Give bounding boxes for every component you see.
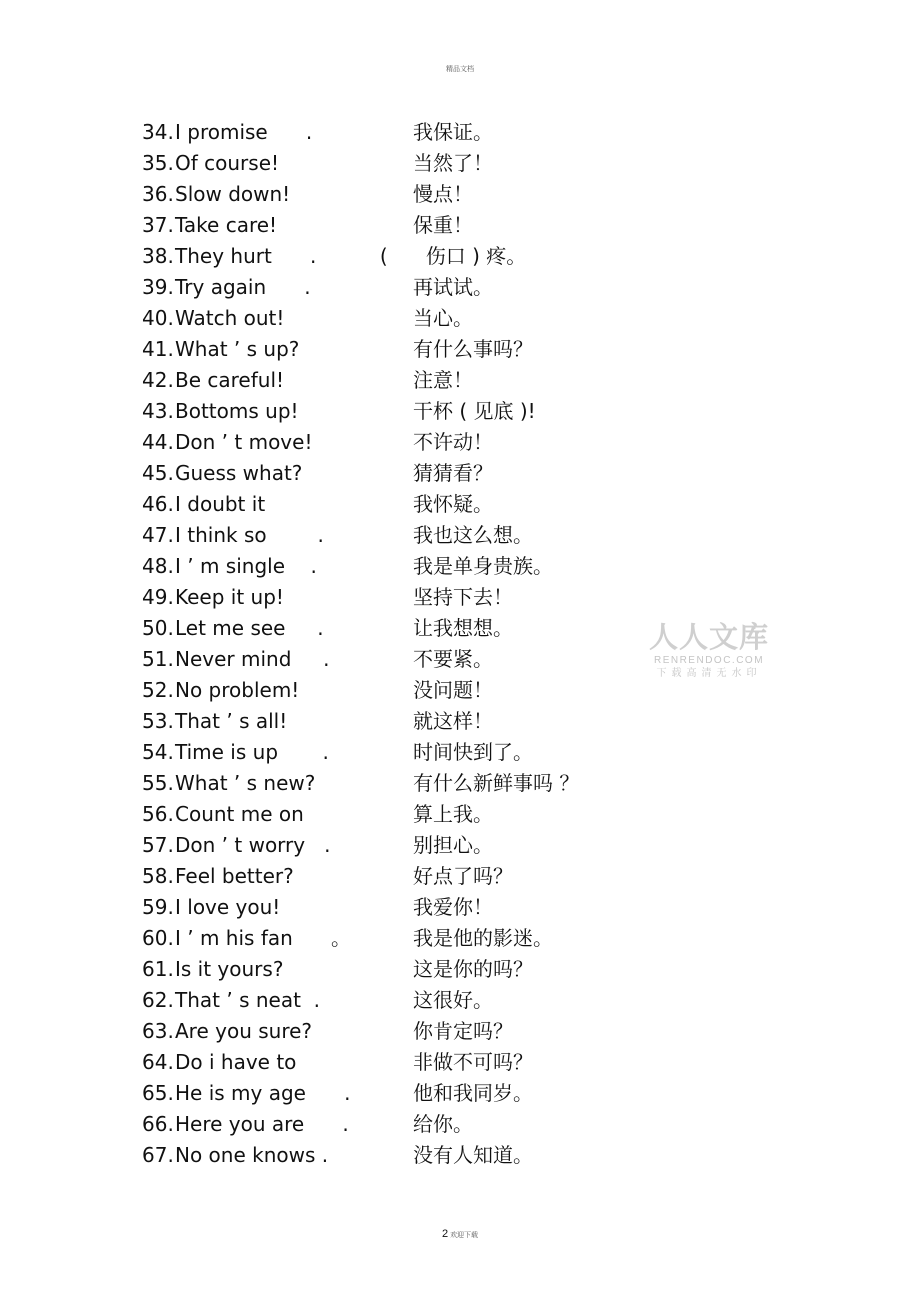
phrase-chinese: 就这样！ bbox=[413, 709, 493, 733]
phrase-english: Watch out! bbox=[175, 306, 285, 330]
phrase-english: I love you! bbox=[175, 895, 281, 919]
phrase-chinese: 当心。 bbox=[413, 306, 473, 330]
phrase-number: 38. bbox=[142, 244, 174, 268]
phrase-row bbox=[0, 861, 920, 892]
phrase-chinese: 让我想想。 bbox=[413, 616, 513, 640]
phrase-english: No problem! bbox=[175, 678, 300, 702]
watermark-logo: 人人文库 bbox=[648, 620, 769, 654]
phrase-english: Of course! bbox=[175, 151, 280, 175]
phrase-row bbox=[0, 985, 920, 1016]
phrase-number: 48. bbox=[142, 554, 174, 578]
phrase-chinese: 这很好。 bbox=[413, 988, 493, 1012]
phrase-english: That ’ s all! bbox=[175, 709, 288, 733]
phrase-row bbox=[0, 396, 920, 427]
phrase-number: 44. bbox=[142, 430, 174, 454]
phrase-english: What ’ s up? bbox=[175, 337, 300, 361]
phrase-row bbox=[0, 148, 920, 179]
phrase-english: I doubt it bbox=[175, 492, 266, 516]
phrase-chinese: 你肯定吗？ bbox=[413, 1019, 513, 1043]
phrase-chinese: 他和我同岁。 bbox=[413, 1081, 533, 1105]
phrase-chinese: 好点了吗？ bbox=[413, 864, 513, 888]
phrase-english: Are you sure? bbox=[175, 1019, 313, 1043]
phrase-english: Be careful! bbox=[175, 368, 285, 392]
phrase-chinese: 我是单身贵族。 bbox=[413, 554, 553, 578]
phrase-chinese: 没有人知道。 bbox=[413, 1143, 533, 1167]
phrase-number: 66. bbox=[142, 1112, 174, 1136]
phrase-chinese: 伤口 ) 疼。 bbox=[413, 244, 527, 268]
phrase-row bbox=[0, 923, 920, 954]
phrase-english: Here you are . bbox=[175, 1112, 349, 1136]
phrase-row bbox=[0, 1109, 920, 1140]
phrase-number: 61. bbox=[142, 957, 174, 981]
phrase-number: 45. bbox=[142, 461, 174, 485]
phrase-number: 63. bbox=[142, 1019, 174, 1043]
phrase-row bbox=[0, 799, 920, 830]
phrase-english: Never mind . bbox=[175, 647, 330, 671]
phrase-english: I promise . bbox=[175, 120, 313, 144]
phrase-number: 58. bbox=[142, 864, 174, 888]
header-mark: 精品文档 bbox=[446, 65, 474, 73]
phrase-number: 35. bbox=[142, 151, 174, 175]
phrase-english: Time is up . bbox=[175, 740, 329, 764]
phrase-row bbox=[0, 892, 920, 923]
phrase-row bbox=[0, 830, 920, 861]
phrase-row bbox=[0, 303, 920, 334]
phrase-english: Take care! bbox=[175, 213, 278, 237]
phrase-chinese: 没问题！ bbox=[413, 678, 493, 702]
phrase-list bbox=[0, 117, 920, 1171]
phrase-number: 47. bbox=[142, 523, 174, 547]
phrase-row bbox=[0, 1140, 920, 1171]
phrase-row bbox=[0, 675, 920, 706]
phrase-english: That ’ s neat . bbox=[175, 988, 320, 1012]
phrase-chinese: 干杯 ( 见底 )! bbox=[413, 399, 536, 423]
phrase-chinese: 坚持下去！ bbox=[413, 585, 513, 609]
phrase-chinese: 注意！ bbox=[413, 368, 473, 392]
phrase-chinese: 当然了！ bbox=[413, 151, 493, 175]
phrase-chinese: 我是他的影迷。 bbox=[413, 926, 553, 950]
phrase-row bbox=[0, 458, 920, 489]
phrase-english: What ’ s new? bbox=[175, 771, 316, 795]
phrase-row bbox=[0, 520, 920, 551]
phrase-row bbox=[0, 582, 920, 613]
phrase-row bbox=[0, 365, 920, 396]
phrase-chinese: 不要紧。 bbox=[413, 647, 493, 671]
phrase-english: Slow down! bbox=[175, 182, 291, 206]
phrase-number: 37. bbox=[142, 213, 174, 237]
phrase-number: 41. bbox=[142, 337, 174, 361]
phrase-english: Keep it up! bbox=[175, 585, 284, 609]
phrase-number: 54. bbox=[142, 740, 174, 764]
phrase-row bbox=[0, 272, 920, 303]
phrase-row bbox=[0, 334, 920, 365]
phrase-number: 51. bbox=[142, 647, 174, 671]
phrase-number: 50. bbox=[142, 616, 174, 640]
phrase-number: 55. bbox=[142, 771, 174, 795]
phrase-row bbox=[0, 644, 920, 675]
phrase-number: 64. bbox=[142, 1050, 174, 1074]
phrase-chinese: 别担心。 bbox=[413, 833, 493, 857]
phrase-row bbox=[0, 210, 920, 241]
footer-text: 欢迎下载 bbox=[450, 1231, 479, 1239]
phrase-number: 49. bbox=[142, 585, 174, 609]
phrase-english: Feel better? bbox=[175, 864, 294, 888]
phrase-row bbox=[0, 551, 920, 582]
phrase-chinese: 非做不可吗？ bbox=[413, 1050, 533, 1074]
phrase-english: I think so . bbox=[175, 523, 324, 547]
phrase-row bbox=[0, 179, 920, 210]
phrase-number: 36. bbox=[142, 182, 174, 206]
phrase-english: Let me see . bbox=[175, 616, 324, 640]
phrase-chinese: 给你。 bbox=[413, 1112, 473, 1136]
phrase-chinese: 这是你的吗？ bbox=[413, 957, 533, 981]
footer bbox=[0, 1222, 920, 1241]
phrase-row bbox=[0, 613, 920, 644]
phrase-english: I ’ m his fan 。 bbox=[175, 926, 351, 950]
phrase-number: 34. bbox=[142, 120, 174, 144]
phrase-row bbox=[0, 117, 920, 148]
watermark-tagline: 下载高清无水印 bbox=[656, 668, 762, 679]
phrase-chinese: 我怀疑。 bbox=[413, 492, 493, 516]
watermark bbox=[646, 620, 772, 681]
phrase-english: Don ’ t worry . bbox=[175, 833, 331, 857]
phrase-english: Try again . bbox=[175, 275, 311, 299]
phrase-english: Bottoms up! bbox=[175, 399, 299, 423]
phrase-chinese: 我也这么想。 bbox=[413, 523, 533, 547]
phrase-english: I ’ m single . bbox=[175, 554, 317, 578]
phrase-number: 52. bbox=[142, 678, 174, 702]
phrase-english: He is my age . bbox=[175, 1081, 351, 1105]
phrase-number: 60. bbox=[142, 926, 174, 950]
phrase-row bbox=[0, 241, 920, 272]
phrase-number: 62. bbox=[142, 988, 174, 1012]
watermark-domain: RENRENDOC.COM bbox=[653, 655, 765, 666]
phrase-row bbox=[0, 954, 920, 985]
phrase-row bbox=[0, 427, 920, 458]
phrase-number: 43. bbox=[142, 399, 174, 423]
phrase-number: 40. bbox=[142, 306, 174, 330]
phrase-number: 56. bbox=[142, 802, 174, 826]
phrase-number: 53. bbox=[142, 709, 174, 733]
phrase-english: Count me on bbox=[175, 802, 304, 826]
phrase-chinese: 算上我。 bbox=[413, 802, 493, 826]
page-number: 2 bbox=[441, 1228, 449, 1240]
phrase-chinese: 我爱你！ bbox=[413, 895, 493, 919]
phrase-chinese: 时间快到了。 bbox=[413, 740, 533, 764]
phrase-chinese: 慢点！ bbox=[413, 182, 473, 206]
phrase-chinese: 不许动！ bbox=[413, 430, 493, 454]
phrase-chinese: 有什么新鲜事吗 ？ bbox=[413, 771, 580, 795]
phrase-number: 65. bbox=[142, 1081, 174, 1105]
phrase-english: Don ’ t move! bbox=[175, 430, 313, 454]
phrase-number: 59. bbox=[142, 895, 174, 919]
phrase-row bbox=[0, 768, 920, 799]
phrase-row bbox=[0, 1078, 920, 1109]
phrase-english: Is it yours? bbox=[175, 957, 284, 981]
phrase-row bbox=[0, 1047, 920, 1078]
phrase-chinese: 猜猜看？ bbox=[413, 461, 493, 485]
phrase-chinese: 我保证。 bbox=[413, 120, 493, 144]
phrase-chinese: 再试试。 bbox=[413, 275, 493, 299]
phrase-row bbox=[0, 706, 920, 737]
phrase-number: 67. bbox=[142, 1143, 174, 1167]
phrase-number: 46. bbox=[142, 492, 174, 516]
phrase-number: 39. bbox=[142, 275, 174, 299]
phrase-row bbox=[0, 489, 920, 520]
phrase-row bbox=[0, 1016, 920, 1047]
phrase-number: 42. bbox=[142, 368, 174, 392]
phrase-english: Guess what? bbox=[175, 461, 303, 485]
phrase-number: 57. bbox=[142, 833, 174, 857]
phrase-english: Do i have to bbox=[175, 1050, 297, 1074]
phrase-chinese: 有什么事吗？ bbox=[413, 337, 533, 361]
phrase-row bbox=[0, 737, 920, 768]
phrase-chinese: 保重！ bbox=[413, 213, 473, 237]
phrase-english: They hurt . ( bbox=[175, 244, 388, 268]
phrase-english: No one knows . bbox=[175, 1143, 329, 1167]
